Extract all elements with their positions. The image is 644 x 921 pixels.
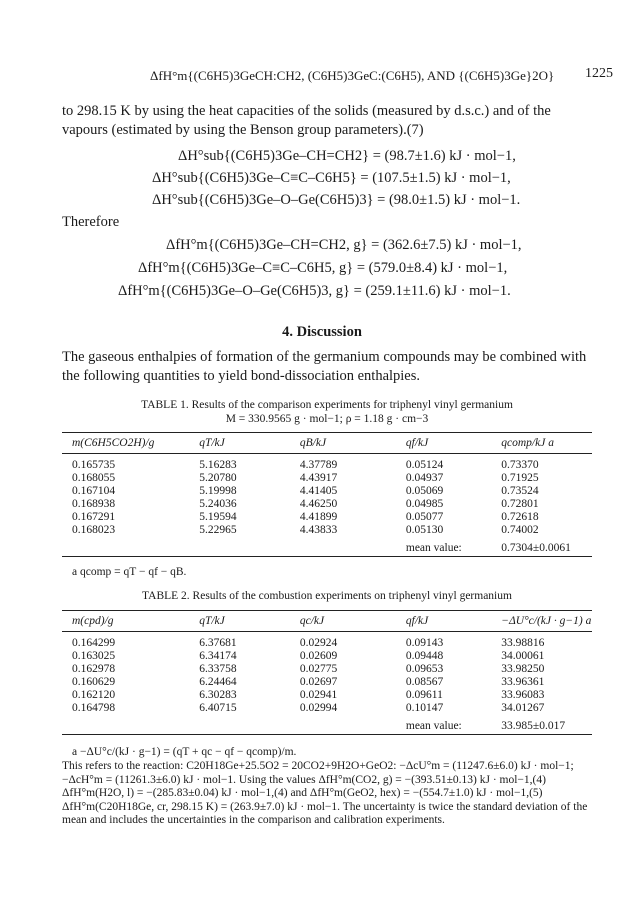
table-cell: 0.164798 — [72, 702, 116, 714]
table-row — [62, 689, 592, 702]
table-row — [62, 454, 592, 473]
intro-paragraph: to 298.15 K by using the heat capacities of the solids (measured by d.s.c.) and of the vapours (estimated by using the Benson group parameters).(7) — [62, 103, 551, 138]
table-cell: 0.167291 — [72, 511, 116, 523]
table-cell: 34.00061 — [501, 650, 545, 662]
table-cell: 5.16283 — [199, 459, 237, 471]
sublimation-equation: ΔH°sub{(C6H5)3Ge–C≡C–C6H5} = (107.5±1.5) kJ · mol−1, — [152, 170, 511, 186]
table-cell: 5.19594 — [199, 511, 237, 523]
table1-header: qT/kJ — [199, 437, 225, 449]
table-cell: 6.30283 — [199, 689, 237, 701]
table-cell: 0.160629 — [72, 676, 116, 688]
table-cell: 0.04985 — [405, 498, 444, 510]
table1-body — [62, 454, 592, 542]
running-title: ΔfH°m{(C6H5)3GeCH:CH2, (C6H5)3GeC:(C6H5), AND {(C6H5)3Ge}2O} — [150, 68, 555, 83]
table-cell: 0.02697 — [299, 676, 338, 688]
table-row — [62, 498, 592, 511]
table-cell: 5.20780 — [199, 472, 237, 484]
sublimation-equation: ΔH°sub{(C6H5)3Ge–CH=CH2} = (98.7±1.6) kJ · mol−1, — [178, 148, 516, 164]
table-cell: 0.73370 — [501, 459, 539, 471]
table-cell: 4.43917 — [299, 472, 338, 484]
table1-subcaption: M = 330.9565 g · mol−1; ρ = 1.18 g · cm−3 — [225, 413, 429, 425]
table-cell: 0.02941 — [299, 689, 338, 701]
table-cell: 0.02924 — [299, 637, 338, 649]
table-cell: 5.19998 — [199, 485, 237, 497]
table2-mean-label: mean value: — [405, 720, 462, 732]
page-number: 1225 — [585, 66, 613, 81]
table2 — [62, 610, 592, 735]
table-cell: 34.01267 — [501, 702, 545, 714]
table-cell: 0.09143 — [405, 637, 444, 649]
table-cell: 0.72618 — [501, 511, 539, 523]
sublimation-equation: ΔH°sub{(C6H5)3Ge–O–Ge(C6H5)3} = (98.0±1.5) kJ · mol−1. — [152, 192, 521, 208]
table2-mean-value: 33.985±0.017 — [501, 720, 566, 732]
table-cell: 4.37789 — [299, 459, 338, 471]
table-cell: 0.02775 — [299, 663, 338, 675]
table-cell: 4.43833 — [299, 524, 338, 536]
table-cell: 0.168938 — [72, 498, 116, 510]
table1-header: qB/kJ — [299, 437, 327, 449]
table-cell: 33.96361 — [501, 676, 545, 688]
table-row — [62, 663, 592, 676]
table-cell: 0.10147 — [405, 702, 444, 714]
table-row — [62, 676, 592, 689]
table-cell: 4.41899 — [299, 511, 338, 523]
table-cell: 0.165735 — [72, 459, 116, 471]
table-cell: 0.162120 — [72, 689, 116, 701]
table1-header: m(C6H5CO2H)/g — [72, 437, 155, 449]
table-cell: 0.74002 — [501, 524, 539, 536]
table-cell: 0.168055 — [72, 472, 116, 484]
table-cell: 0.05130 — [405, 524, 444, 536]
table1-header: qcomp/kJ a — [501, 437, 554, 449]
table1-caption: TABLE 1. Results of the comparison experiments for triphenyl vinyl germanium — [141, 399, 513, 411]
table-row — [62, 511, 592, 524]
table-cell: 6.34174 — [199, 650, 237, 662]
table2-header: m(cpd)/g — [72, 615, 114, 627]
table-cell: 0.09653 — [405, 663, 444, 675]
table-cell: 0.02609 — [299, 650, 338, 662]
table2-body — [62, 632, 592, 720]
table2-header: qT/kJ — [199, 615, 225, 627]
table-cell: 0.05077 — [405, 511, 444, 523]
table-cell: 0.71925 — [501, 472, 539, 484]
table-cell: 0.08567 — [405, 676, 444, 688]
table-cell: 33.96083 — [501, 689, 545, 701]
table-cell: 0.164299 — [72, 637, 116, 649]
discussion-paragraph: The gaseous enthalpies of formation of the germanium compounds may be combined with the following quantities to yield bond-dissociation enthalpies. — [62, 349, 587, 384]
table-cell: 0.09448 — [405, 650, 444, 662]
table-cell: 0.02994 — [299, 702, 338, 714]
table2-header: qc/kJ — [299, 615, 325, 627]
table-cell: 4.41405 — [299, 485, 338, 497]
table-cell: 0.04937 — [405, 472, 444, 484]
table1-footnote: a qcomp = qT − qf − qB. — [72, 566, 187, 578]
table-cell: 0.168023 — [72, 524, 116, 536]
table2-caption: TABLE 2. Results of the combustion experiments on triphenyl vinyl germanium — [142, 590, 512, 602]
table-cell: 4.46250 — [299, 498, 338, 510]
table-cell: 0.163025 — [72, 650, 116, 662]
therefore-label: Therefore — [62, 214, 120, 230]
table-cell: 0.167104 — [72, 485, 116, 497]
table2-footnote-text: This refers to the reaction: C20H18Ge+25.5O2 = 20CO2+9H2O+GeO2: −ΔcU°m = (11247.6±6.0) kJ · mol−1; −ΔcH°m = (11261.3±6.0) kJ · mol−1. Using the values ΔfH°m(CO2, g) = −(393.51±0.13) kJ · mol−1,(4) ΔfH°m(H2O, l) = −(285.83±0.04) kJ · mol−1,(4) and ΔfH°m(GeO2, hex) = −(554.7±1.0) kJ · mol−1,(5) ΔfH°m(C20H18Ge, cr, 298.15 K) = (263.9±7.0) kJ · mol−1. The uncertainty is twice the standard deviation of the mean and includes the uncertainties in the comparison and calibration experiments. — [62, 760, 588, 826]
table2-header: −ΔU°c/(kJ · g−1) a — [501, 615, 592, 627]
table-cell: 33.98816 — [501, 637, 545, 649]
table-row — [62, 524, 592, 541]
table-cell: 0.162978 — [72, 663, 116, 675]
table-cell: 6.37681 — [199, 637, 237, 649]
table1-mean-label: mean value: — [405, 542, 462, 554]
table-cell: 0.05124 — [405, 459, 444, 471]
table-cell: 33.98250 — [501, 663, 545, 675]
table-cell: 6.24464 — [199, 676, 237, 688]
formation-equation: ΔfH°m{(C6H5)3Ge–O–Ge(C6H5)3, g} = (259.1±11.6) kJ · mol−1. — [118, 283, 511, 299]
table-cell: 0.72801 — [501, 498, 539, 510]
table-cell: 0.73524 — [501, 485, 539, 497]
table-cell: 0.05069 — [405, 485, 444, 497]
table-cell: 5.24036 — [199, 498, 237, 510]
table2-header: qf/kJ — [405, 615, 429, 627]
table-row — [62, 632, 592, 651]
table-row — [62, 485, 592, 498]
formation-equation: ΔfH°m{(C6H5)3Ge–C≡C–C6H5, g} = (579.0±8.4) kJ · mol−1, — [138, 260, 508, 276]
table-cell: 5.22965 — [199, 524, 237, 536]
table-row — [62, 472, 592, 485]
table-cell: 0.09611 — [405, 689, 443, 701]
table2-footnote-formula: a −ΔU°c/(kJ · g−1) = (qT + qc − qf − qcomp)/m. — [72, 746, 297, 758]
formation-equation: ΔfH°m{(C6H5)3Ge–CH=CH2, g} = (362.6±7.5) kJ · mol−1, — [166, 237, 522, 253]
table-cell: 6.40715 — [199, 702, 237, 714]
table-row — [62, 650, 592, 663]
section-heading: 4. Discussion — [282, 324, 362, 340]
table1-mean-value: 0.7304±0.0061 — [501, 542, 571, 554]
table1-header: qf/kJ — [405, 437, 429, 449]
table1 — [62, 432, 592, 557]
table-row — [62, 702, 592, 719]
table-cell: 6.33758 — [199, 663, 237, 675]
